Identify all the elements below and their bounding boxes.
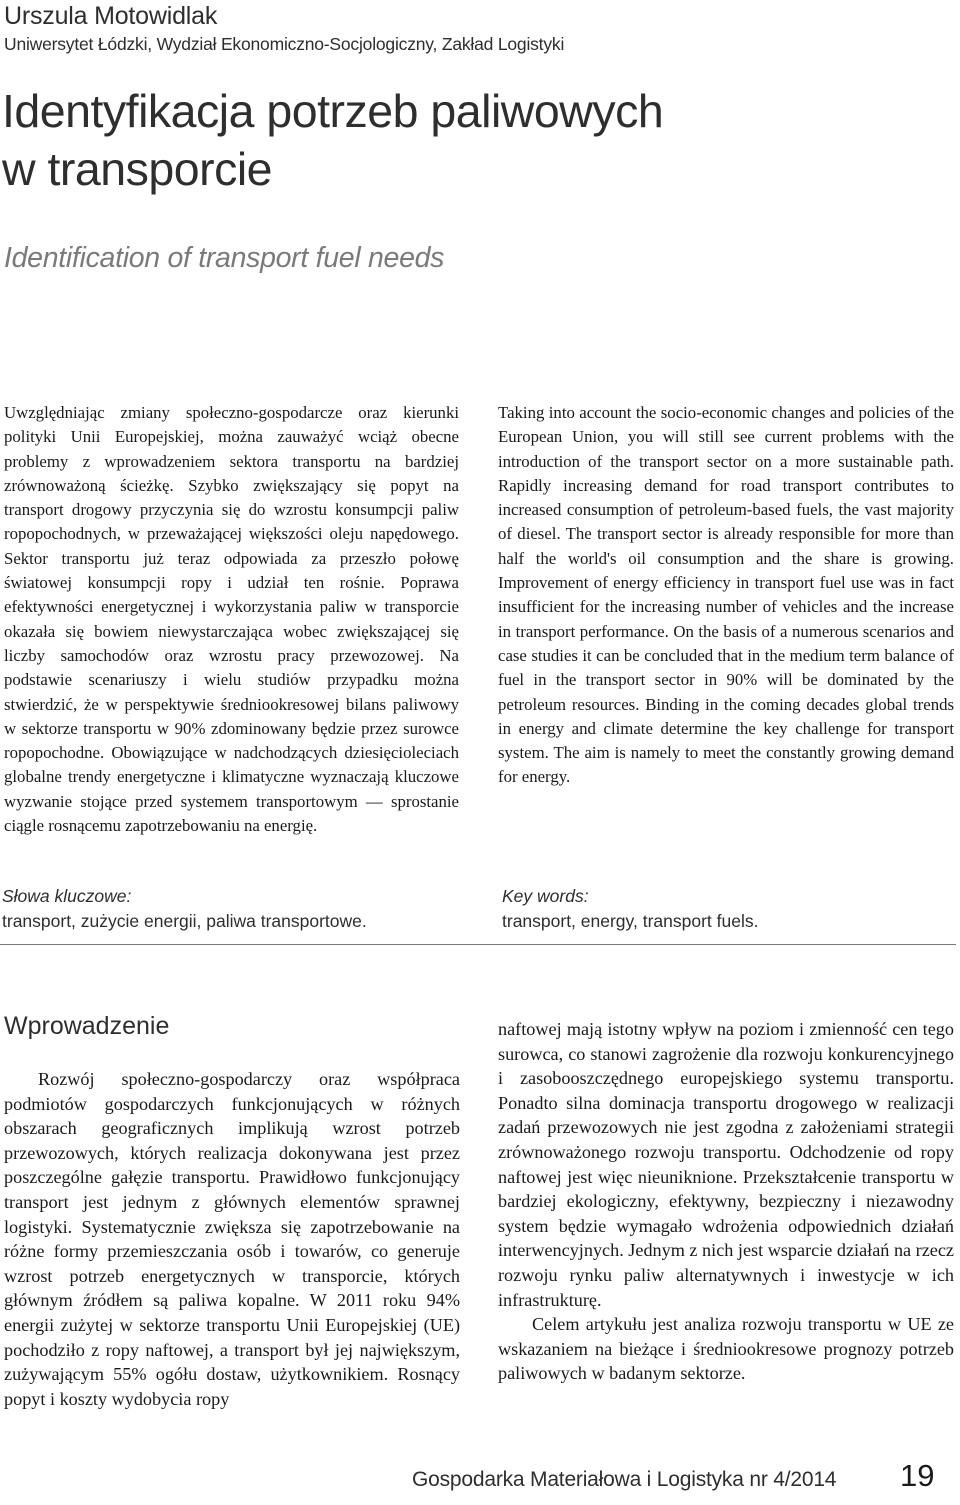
keywords-english-label: Key words:: [502, 886, 589, 906]
introduction-paragraph-2: Celem artykułu jest analiza rozwoju transportu w UE ze wskazaniem na bieżące i średniookresowe prognozy potrzeb paliwowych w badanym sektorze.: [498, 1314, 954, 1384]
keywords-polish-text: transport, zużycie energii, paliwa transportowe.: [2, 911, 367, 931]
page-number: 19: [900, 1458, 935, 1493]
abstract-polish: Uwzględniając zmiany społeczno-gospodarcze oraz kierunki polityki Unii Europejskiej, można zauważyć wciąż obecne problemy z wprowadzeniem sektora transportu na bardziej zrównoważoną ścieżkę. Szybko zwiększający się popyt na transport drogowy przyczynia się do wzrostu konsumpcji paliw ropopochodnych, w przeważającej większości oleju napędowego. Sektor transportu już teraz odpowiada za przeszło połowę światowej konsumpcji ropy i udział ten rośnie. Poprawa efektywności energetycznej i wykorzystania paliw w transporcie okazała się bowiem niewystarczająca wobec zwiększającej się liczby samochodów oraz wzrostu pracy przewozowej. Na podstawie scenariuszy i wielu studiów przypadku można stwierdzić, że w perspektywie średniookresowej bilans paliwowy w sektorze transportu w 90% zdominowany będzie przez surowce ropopochodne. Obowiązujące w nadchodzących dziesięcioleciach globalne trendy energetyczne i klimatyczne wyznaczają kluczowe wyzwanie stojące przed systemem transportowym — sprostanie ciągle rosnącemu zapotrzebowaniu na energię.: [4, 403, 459, 836]
keywords-polish-label: Słowa kluczowe:: [2, 886, 132, 906]
article-title: [2, 82, 663, 198]
introduction-paragraph-1: Rozwój społeczno-gospodarczy oraz współpraca podmiotów gospodarczych funkcjonujących w różnych obszarach geograficznych implikują wzrost potrzeb przewozowych, których realizacja dokonywana jest przez poszczególne gałęzie transportu. Prawidłowo funkcjonujący transport jest jednym z głównych elementów sprawnej logistyki. Systematycznie zwiększa się zapotrzebowanie na różne formy przemieszczania osób i towarów, co generuje wzrost potrzeb energetycznych w transporcie, których głównym źródłem są paliwa kopalne. W 2011 roku 94% energii zużytej w sektorze transportu Unii Europejskiej (UE) pochodziło z ropy naftowej, a transport był jej największym, zużywającym 55% ogółu dostaw, użytkownikiem. Rosnący popyt i koszty wydobycia ropy: [4, 1069, 460, 1409]
article-title-english: Identification of transport fuel needs: [4, 242, 445, 274]
section-divider: [0, 944, 956, 945]
keywords-english-text: transport, energy, transport fuels.: [502, 911, 759, 931]
introduction-right-column: [498, 1017, 954, 1386]
section-heading-introduction: Wprowadzenie: [4, 1012, 170, 1040]
introduction-left-column: [4, 1067, 460, 1411]
article-title-line-2: w transporcie: [2, 143, 273, 195]
abstract-english: Taking into account the socio-economic changes and policies of the European Union, you will still see current problems with the introduction of the transport sector on a more sustainable path. Rapidly increasing demand for road transport contributes to increased consumption of petroleum-based fuels, the vast majority of diesel. The transport sector is already responsible for more than half the world's oil consumption and the share is growing. Improvement of energy efficiency in transport fuel use was in fact insufficient for the increasing number of vehicles and the increase in transport performance. On the basis of a numerous scenarios and case studies it can be concluded that in the medium term balance of fuel in the transport sector in 90% will be dominated by the petroleum resources. Binding in the coming decades global trends in energy and climate determine the key challenge for transport system. The aim is namely to meet the constantly growing demand for energy.: [498, 403, 954, 787]
journal-footer: Gospodarka Materiałowa i Logistyka nr 4/2014: [412, 1468, 837, 1491]
author-affiliation: Uniwersytet Łódzki, Wydział Ekonomiczno-Socjologiczny, Zakład Logistyki: [4, 34, 565, 54]
introduction-paragraph-1-continued: naftowej mają istotny wpływ na poziom i zmienność cen tego surowca, co stanowi zagrożenie dla rozwoju konkurencyjnego i zasobooszczędnego europejskiego systemu transportu. Ponadto silna dominacja transportu drogowego w realizacji zadań przewozowych nie jest zgodna z założeniami strategii zrównoważonego rozwoju transportu. Odchodzenie od ropy naftowej jest więc nieuniknione. Przekształcenie transportu w bardziej ekologiczny, efektywny, bezpieczny i niezawodny system będzie wymagało wdrożenia odpowiednich działań interwencyjnych. Jednym z nich jest wsparcie działań na rzecz rozwoju rynku paliw alternatywnych i inwestycje w ich infrastrukturę.: [498, 1019, 955, 1310]
author-name: Urszula Motowidlak: [4, 2, 218, 30]
article-title-line-1: Identyfikacja potrzeb paliwowych: [2, 85, 664, 137]
